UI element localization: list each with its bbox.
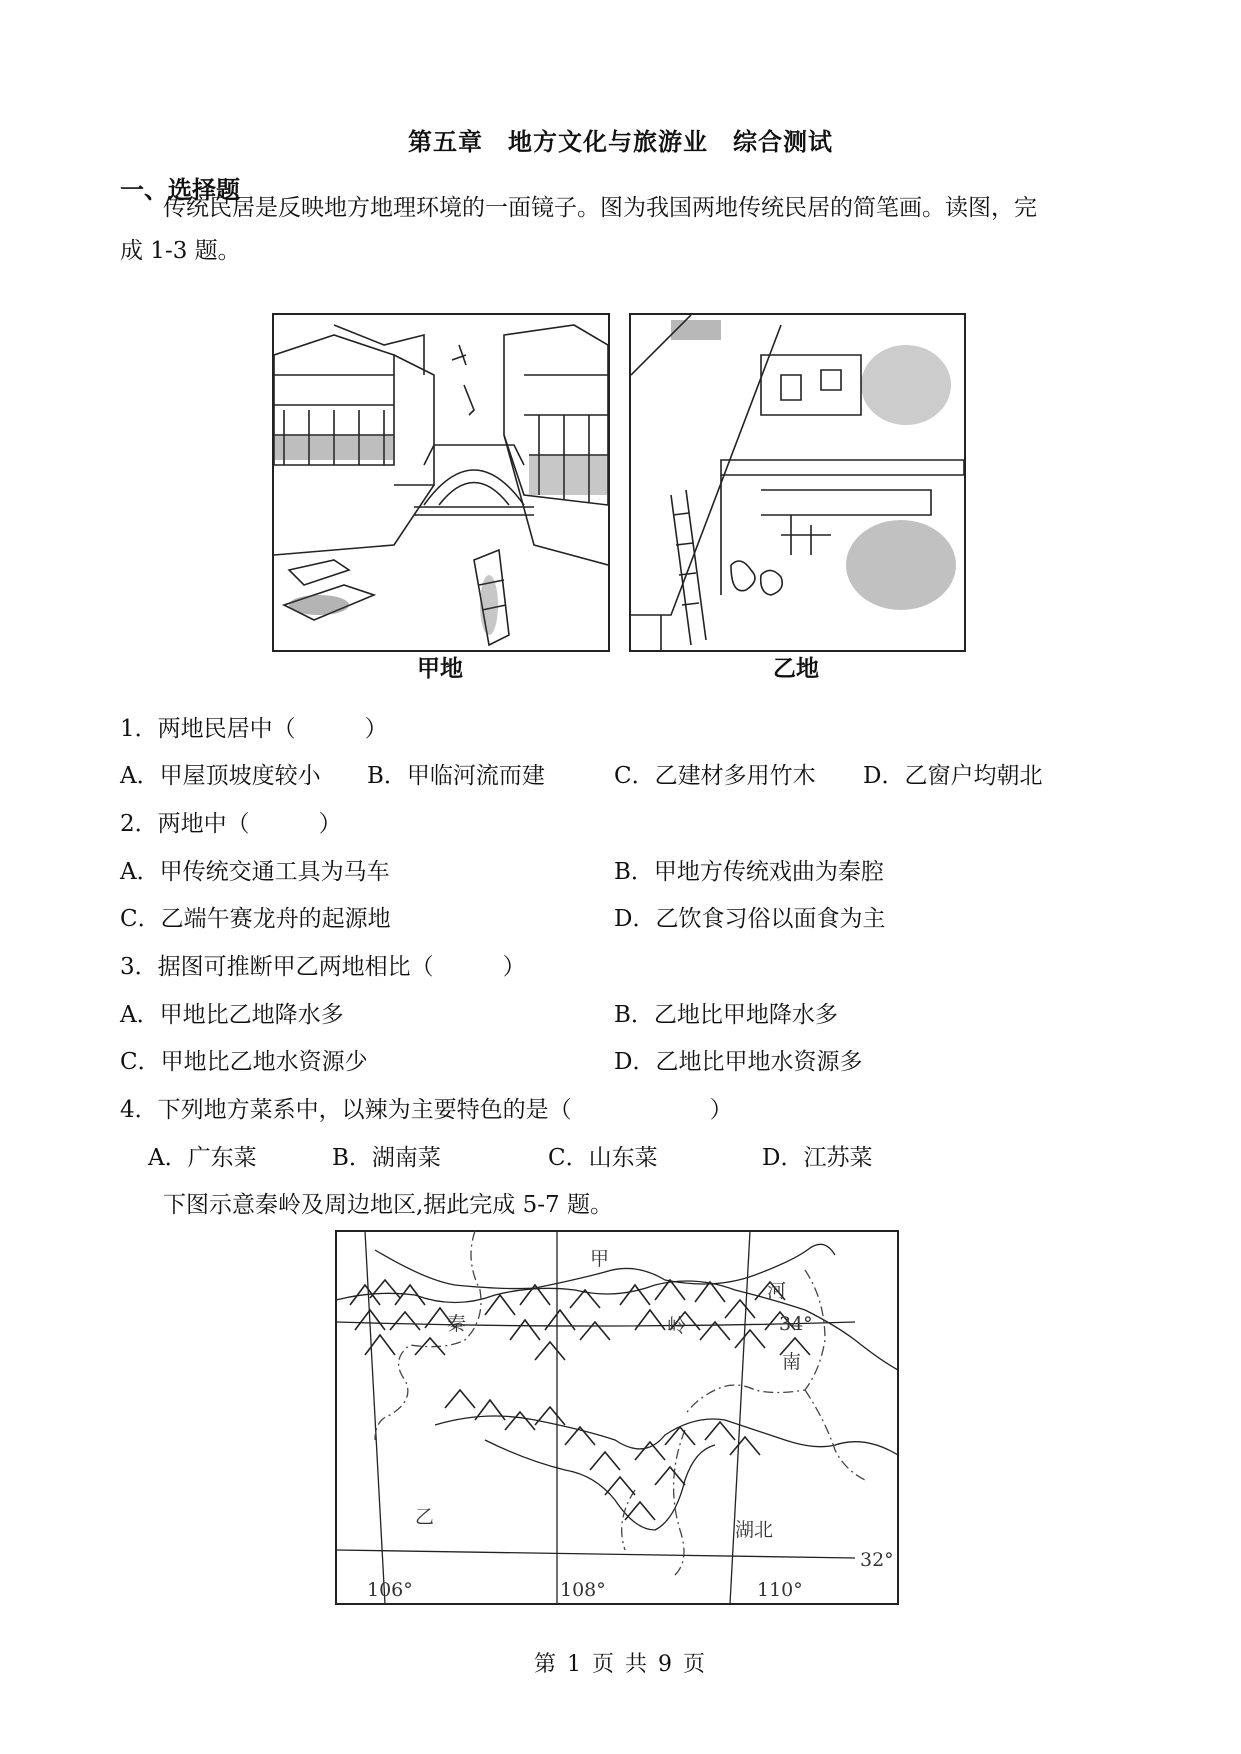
- map-label-32: 32°: [860, 1549, 894, 1571]
- section-heading: 一、选择题: [120, 175, 240, 204]
- question-4-option-c[interactable]: C．山东菜: [548, 1145, 658, 1171]
- water-town-sketch: [274, 315, 608, 650]
- question-3-option-d[interactable]: D．乙地比甲地水资源多: [614, 1049, 863, 1075]
- question-2-stem: 2．两地中（ ）: [120, 811, 342, 837]
- question-3-option-b[interactable]: B．乙地比甲地降水多: [614, 1002, 838, 1028]
- question-2-option-c[interactable]: C．乙端午赛龙舟的起源地: [120, 906, 391, 932]
- map-label-qin: 秦: [447, 1313, 467, 1335]
- question-3-stem: 3．据图可推断甲乙两地相比（ ）: [120, 954, 526, 980]
- intro-line-1: 传统民居是反映地方地理环境的一面镜子。图为我国两地传统民居的简笔画。读图，完: [163, 195, 1037, 221]
- map-label-108: 108°: [560, 1579, 606, 1601]
- question-3-option-a[interactable]: A．甲地比乙地降水多: [120, 1002, 344, 1028]
- question-1-stem: 1．两地民居中（ ）: [120, 716, 388, 742]
- map-label-hubei: 湖北: [735, 1519, 774, 1541]
- question-3-option-c[interactable]: C．甲地比乙地水资源少: [120, 1049, 368, 1075]
- question-4-stem: 4．下列地方菜系中，以辣为主要特色的是（ ）: [120, 1097, 733, 1123]
- question-2-option-b[interactable]: B．甲地方传统戏曲为秦腔: [614, 859, 884, 885]
- question-1-option-d[interactable]: D．乙窗户均朝北: [863, 763, 1043, 789]
- qinling-map: [335, 1230, 900, 1605]
- map-label-110: 110°: [757, 1579, 803, 1601]
- caption-jia: 甲地: [417, 656, 463, 682]
- question-4-option-b[interactable]: B．湖南菜: [332, 1145, 441, 1171]
- caption-yi: 乙地: [773, 656, 819, 682]
- question-2-option-a[interactable]: A．甲传统交通工具为马车: [120, 859, 390, 885]
- map-label-34: 34°: [779, 1313, 813, 1335]
- question-1-option-b[interactable]: B．甲临河流而建: [367, 763, 545, 789]
- page-footer: 第 1 页 共 9 页: [534, 1652, 707, 1677]
- page-title: 第五章 地方文化与旅游业 综合测试: [408, 127, 833, 156]
- question-2-option-d[interactable]: D．乙饮食习俗以面食为主: [614, 906, 886, 932]
- map-label-106: 106°: [367, 1579, 413, 1601]
- intro-line-2: 成 1-3 题。: [120, 238, 241, 264]
- question-1-option-a[interactable]: A．甲屋顶坡度较小: [120, 763, 321, 789]
- map-frame: [336, 1231, 898, 1604]
- map-label-he: 河: [767, 1280, 787, 1302]
- figure-jia-sketch: [272, 313, 610, 652]
- question-4-option-d[interactable]: D．江苏菜: [762, 1145, 873, 1171]
- map-label-yi: 乙: [415, 1506, 435, 1528]
- map-label-jia: 甲: [590, 1248, 610, 1270]
- map-label-ling: 岭: [667, 1315, 687, 1337]
- courtyard-house-sketch: [631, 315, 964, 650]
- figure-yi-sketch: [629, 313, 966, 652]
- question-1-option-c[interactable]: C．乙建材多用竹木: [614, 763, 816, 789]
- intro-2: 下图示意秦岭及周边地区,据此完成 5-7 题。: [163, 1192, 613, 1218]
- map-label-nan: 南: [782, 1351, 802, 1373]
- question-4-option-a[interactable]: A．广东菜: [148, 1145, 257, 1171]
